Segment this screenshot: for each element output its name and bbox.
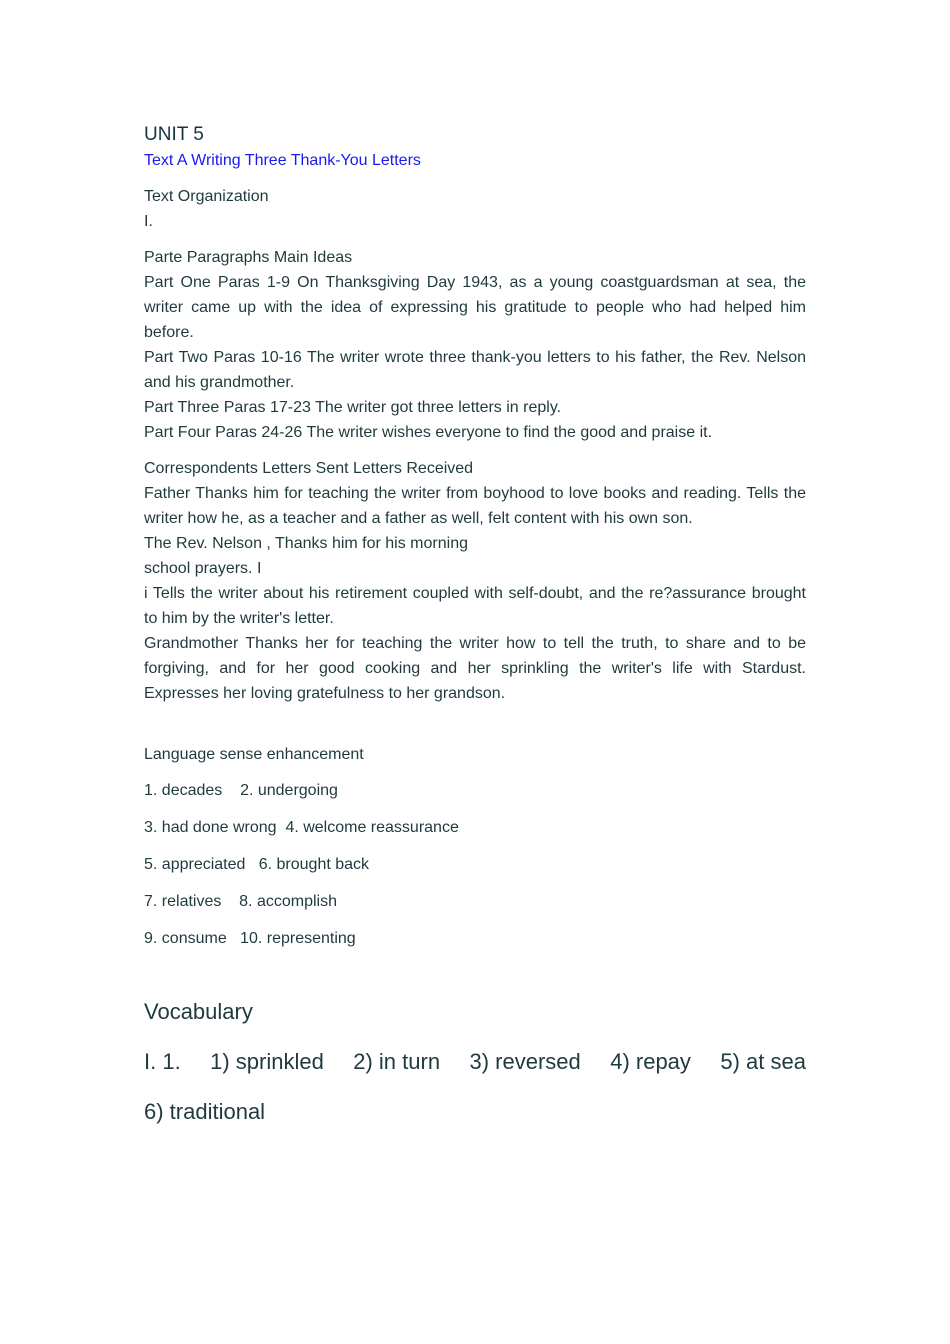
language-answer-list bbox=[144, 778, 806, 951]
language-row: 1. decades 2. undergoing bbox=[144, 782, 338, 799]
vocabulary-item: 3) reversed bbox=[469, 1049, 581, 1074]
organization-roman: I. bbox=[144, 213, 153, 230]
vocabulary-answers-line2: 6) traditional bbox=[144, 1099, 266, 1124]
text-title: Text A Writing Three Thank-You Letters bbox=[144, 152, 421, 169]
language-row: 5. appreciated 6. brought back bbox=[144, 856, 370, 873]
nelson-row-line2: school prayers. I bbox=[144, 560, 262, 577]
language-row: 3. had done wrong 4. welcome reassurance bbox=[144, 819, 459, 836]
vocabulary-item: 5) at sea bbox=[720, 1049, 806, 1074]
vocabulary-heading: Vocabulary bbox=[144, 999, 253, 1024]
vocabulary-answers-line1 bbox=[144, 1047, 806, 1077]
language-row: 7. relatives 8. accomplish bbox=[144, 893, 337, 910]
part-three-row: Part Three Paras 17-23 The writer got three letters in reply. bbox=[144, 399, 562, 416]
language-row: 9. consume 10. representing bbox=[144, 930, 356, 947]
part-four-row: Part Four Paras 24-26 The writer wishes everyone to find the good and praise it. bbox=[144, 424, 713, 441]
language-heading: Language sense enhancement bbox=[144, 746, 364, 763]
grandmother-row: Grandmother Thanks her for teaching the writer how to tell the truth, to share and to be forgiving, and for her good cooking and her sprinkling the writer's life with Stardust. Expresses her loving gratefulness to her grandson. bbox=[144, 635, 806, 702]
part-one-row: Part One Paras 1-9 On Thanksgiving Day 1943, as a young coastguardsman at sea, the writer came up with the idea of expressing his gratitude to people who had helped him before. bbox=[144, 274, 806, 341]
organization-heading: Text Organization bbox=[144, 188, 269, 205]
vocabulary-item: 2) in turn bbox=[353, 1049, 441, 1074]
nelson-reply-row: i Tells the writer about his retirement coupled with self-doubt, and the re?assurance brought to him by the writer's letter. bbox=[144, 585, 806, 627]
vocabulary-item: 4) repay bbox=[610, 1049, 691, 1074]
document-page bbox=[144, 122, 806, 1127]
vocabulary-item: I. 1. bbox=[144, 1049, 181, 1074]
part-two-row: Part Two Paras 10-16 The writer wrote three thank-you letters to his father, the Rev. Nelson and his grandmother. bbox=[144, 349, 806, 391]
vocabulary-item: 1) sprinkled bbox=[210, 1049, 324, 1074]
nelson-row-line1: The Rev. Nelson , Thanks him for his morning bbox=[144, 535, 468, 552]
unit-title: UNIT 5 bbox=[144, 124, 204, 145]
organization-table-header: Parte Paragraphs Main Ideas bbox=[144, 249, 353, 266]
father-row: Father Thanks him for teaching the writer from boyhood to love books and reading. Tells the writer how he, as a teacher and a father as well, felt content with his own son. bbox=[144, 485, 806, 527]
correspondents-header: Correspondents Letters Sent Letters Received bbox=[144, 460, 474, 477]
